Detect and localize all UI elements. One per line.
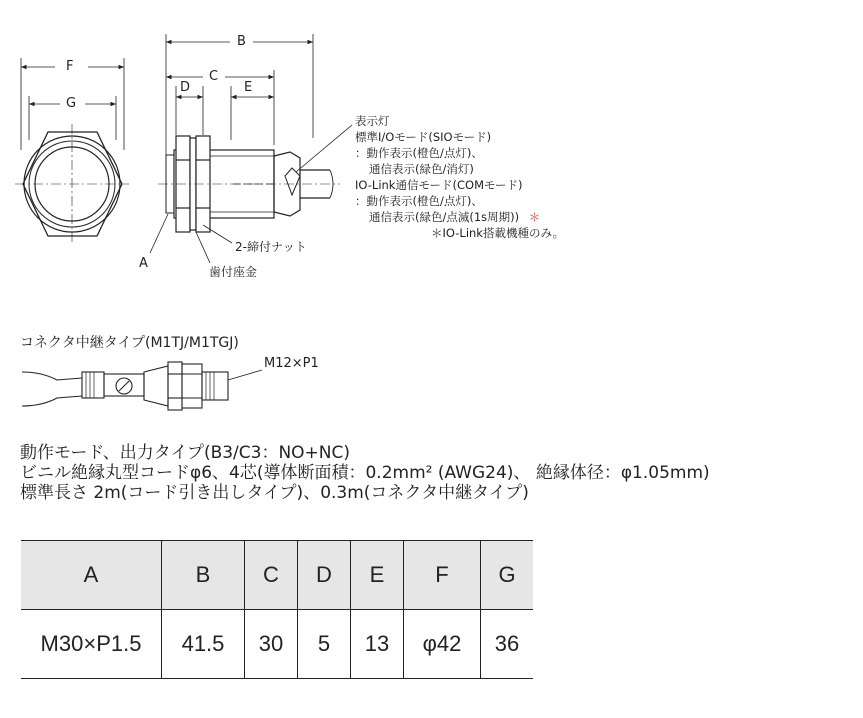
table-cell-g: 36 — [481, 610, 534, 679]
dim-label-a: A — [139, 256, 148, 271]
table-cell-d: 5 — [298, 610, 351, 679]
indicator-line2: ：動作表示(橙色/点灯)、 — [355, 146, 483, 160]
table-header-b: B — [162, 541, 245, 610]
table-header-e: E — [351, 541, 404, 610]
table-cell-e: 13 — [351, 610, 404, 679]
table-header-d: D — [298, 541, 351, 610]
table-header-a: A — [21, 541, 162, 610]
connector-title: コネクタ中継タイプ(M1TJ/M1TGJ) — [20, 335, 239, 351]
table-row — [21, 610, 533, 679]
indicator-note — [355, 113, 564, 241]
indicator-title: 表示灯 — [355, 114, 390, 128]
table-header-c: C — [245, 541, 298, 610]
spec-line-1: 動作モード、出力タイプ(B3/C3：NO+NC) — [20, 443, 351, 463]
washer-label: 歯付座金 — [209, 265, 258, 279]
table-cell-b: 41.5 — [162, 610, 245, 679]
dim-label-e: E — [244, 80, 253, 95]
table-header-g: G — [481, 541, 534, 610]
table-cell-f: φ42 — [404, 610, 481, 679]
indicator-line6-wrap — [355, 209, 564, 225]
dim-label-c: C — [209, 69, 219, 84]
table-header-f: F — [404, 541, 481, 610]
io-link-asterisk: ＊ — [528, 210, 541, 224]
dim-label-b: B — [237, 34, 246, 49]
indicator-line4: IO-Link通信モード(COMモード) — [355, 178, 523, 192]
table-cell-a: M30×P1.5 — [21, 610, 162, 679]
indicator-line3: 通信表示(緑色/消灯) — [369, 162, 474, 176]
indicator-line5: ：動作表示(橙色/点灯)、 — [355, 194, 483, 208]
table-header-row — [21, 541, 533, 610]
indicator-line1: 標準I/Oモード(SIOモード) — [355, 130, 492, 144]
connector-thread-label: M12×P1 — [264, 356, 319, 371]
dim-label-g: G — [66, 96, 77, 111]
dim-label-d: D — [180, 80, 191, 95]
table-cell-c: 30 — [245, 610, 298, 679]
indicator-footnote: ＊IO-Link搭載機種のみ。 — [431, 226, 565, 240]
connector-view — [22, 362, 262, 410]
indicator-line6: 通信表示(緑色/点滅(1s周期)) — [369, 210, 520, 224]
dimension-table — [21, 540, 533, 679]
side-view — [150, 34, 352, 263]
spec-line-3: 標準長さ 2m(コード引き出しタイプ)、0.3m(コネクタ中継タイプ) — [20, 483, 529, 503]
spec-description — [20, 443, 710, 503]
spec-line-2: ビニル絶縁丸型コードφ6、4芯(導体断面積：0.2mm² (AWG24)、 絶縁体径：φ1.05mm) — [20, 463, 710, 483]
dim-label-f: F — [66, 59, 74, 74]
nut-label: 2-締付ナット — [235, 240, 307, 254]
front-view — [15, 58, 129, 242]
